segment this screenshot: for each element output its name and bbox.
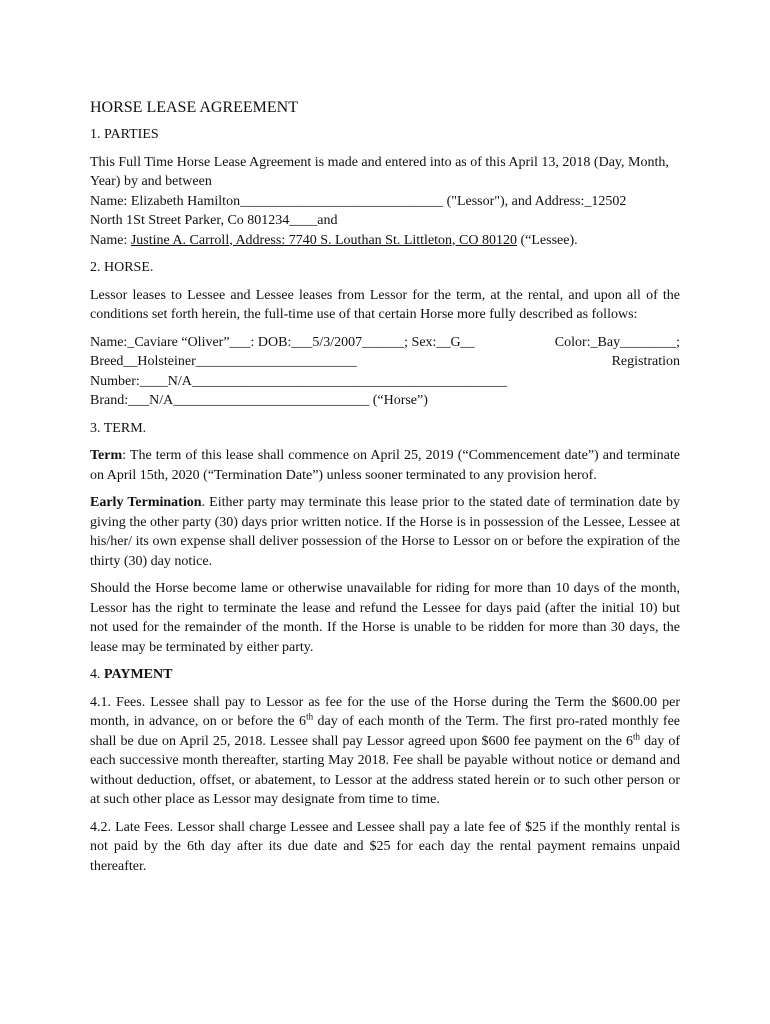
horse-registration-number: Number:____N/A_____________________________________________ (90, 373, 507, 389)
lameness-paragraph: Should the Horse become lame or otherwise unavailable for riding for more than 10 days of the month, Lessor has the right to terminate the lease and refund the Lessee for days paid (after the initial 10) but not used for the remainder of the month. If the Horse is unable to be ridden for more than 30 days, the lease may be terminated by either party. (90, 581, 680, 655)
early-termination-text: . Either party may terminate this lease prior to the stated date of termination date by giving the other party (30) days prior written notice. If the Horse is in possession of the Lessee, Lessee at his/her/ its own expense shall deliver possession of the Horse to Lessor on or before the expiration of the thirty (30) day notice. (90, 495, 680, 569)
horse-color: Color:_Bay________; (554, 334, 680, 350)
document-title: HORSE LEASE AGREEMENT (90, 99, 298, 116)
section-heading-parties: 1. PARTIES (90, 127, 159, 142)
horse-breed: Breed__Holsteiner_______________________ (90, 354, 357, 369)
horse-details (90, 333, 680, 411)
section-heading-horse: 2. HORSE. (90, 260, 154, 275)
fees-paragraph (90, 693, 680, 810)
lessor-name-line: Name: Elizabeth Hamilton_____________________________ ("Lessor"), and Address:_12502 (90, 193, 627, 209)
lessee-prefix: Name: (90, 232, 131, 248)
horse-row-name (90, 333, 680, 353)
lessee-details: Justine A. Carroll, Address: 7740 S. Louthan St. Littleton, CO 80120 (130, 232, 517, 248)
horse-row-breed (90, 352, 680, 372)
fees-text-a: 4.1. Fees. Lessee shall pay to Lessor as fee for the use of the Horse during the Term the $600.00 per month, in advance, on or before the 6 (90, 694, 680, 729)
horse-intro-paragraph: Lessor leases to Lessee and Lessee leases from Lessor for the term, at the rental, and upon all of the conditions set forth herein, the full-time use of that certain Horse more fully described as follows: (90, 287, 680, 322)
early-termination-paragraph (90, 493, 680, 571)
term-text: : The term of this lease shall commence on April 25, 2019 (“Commencement date”) and terminate on April 15th, 2020 (“Termination Date”) unless sooner terminated to any provision herof. (90, 448, 680, 483)
lessee-line (90, 231, 680, 251)
early-termination-label: Early Termination (90, 495, 202, 510)
fees-superscript-2: th (633, 730, 641, 741)
parties-paragraph (90, 153, 680, 251)
horse-registration-label: Registration (611, 354, 680, 369)
fees-text-b: day of each month of the Term. The first pro-rated monthly fee shall be due on April 25, 2018. Lessee shall pay Lessor agreed upon $600 fee payment on the 6 (90, 714, 681, 749)
payment-label: PAYMENT (104, 667, 173, 682)
parties-intro: This Full Time Horse Lease Agreement is made and entered into as of this April 13, 2018 (Day, Month, Year) by and between (90, 154, 669, 189)
term-label: Term (90, 448, 123, 463)
fees-superscript-1: th (306, 711, 314, 722)
document-page (90, 98, 680, 884)
payment-number: 4. (90, 667, 104, 682)
term-paragraph (90, 446, 680, 485)
section-heading-payment (90, 665, 680, 685)
fees-text-c: day of each successive month thereafter, starting May 2018. Fee shall be payable without notice or demand and without deduction, offset, or abatement, to Lessor at the address stated herein or to such other person or at such other place as Lessor may designate from time to time. (90, 733, 680, 807)
lessor-address-line: North 1St Street Parker, Co 801234____and (90, 213, 338, 228)
lessee-suffix: (“Lessee). (517, 232, 578, 248)
horse-name-dob-sex: Name:_Caviare “Oliver”___: DOB:___5/3/2007______; Sex:__G__ (90, 334, 475, 350)
horse-brand: Brand:___N/A____________________________ (“Horse”) (90, 393, 428, 408)
section-heading-term: 3. TERM. (90, 420, 147, 436)
late-fees-paragraph: 4.2. Late Fees. Lessor shall charge Lessee and Lessee shall pay a late fee of $25 if the monthly rental is not paid by the 6th day after its due date and $25 for each day the rental payment remains unpaid thereafter. (90, 819, 680, 874)
